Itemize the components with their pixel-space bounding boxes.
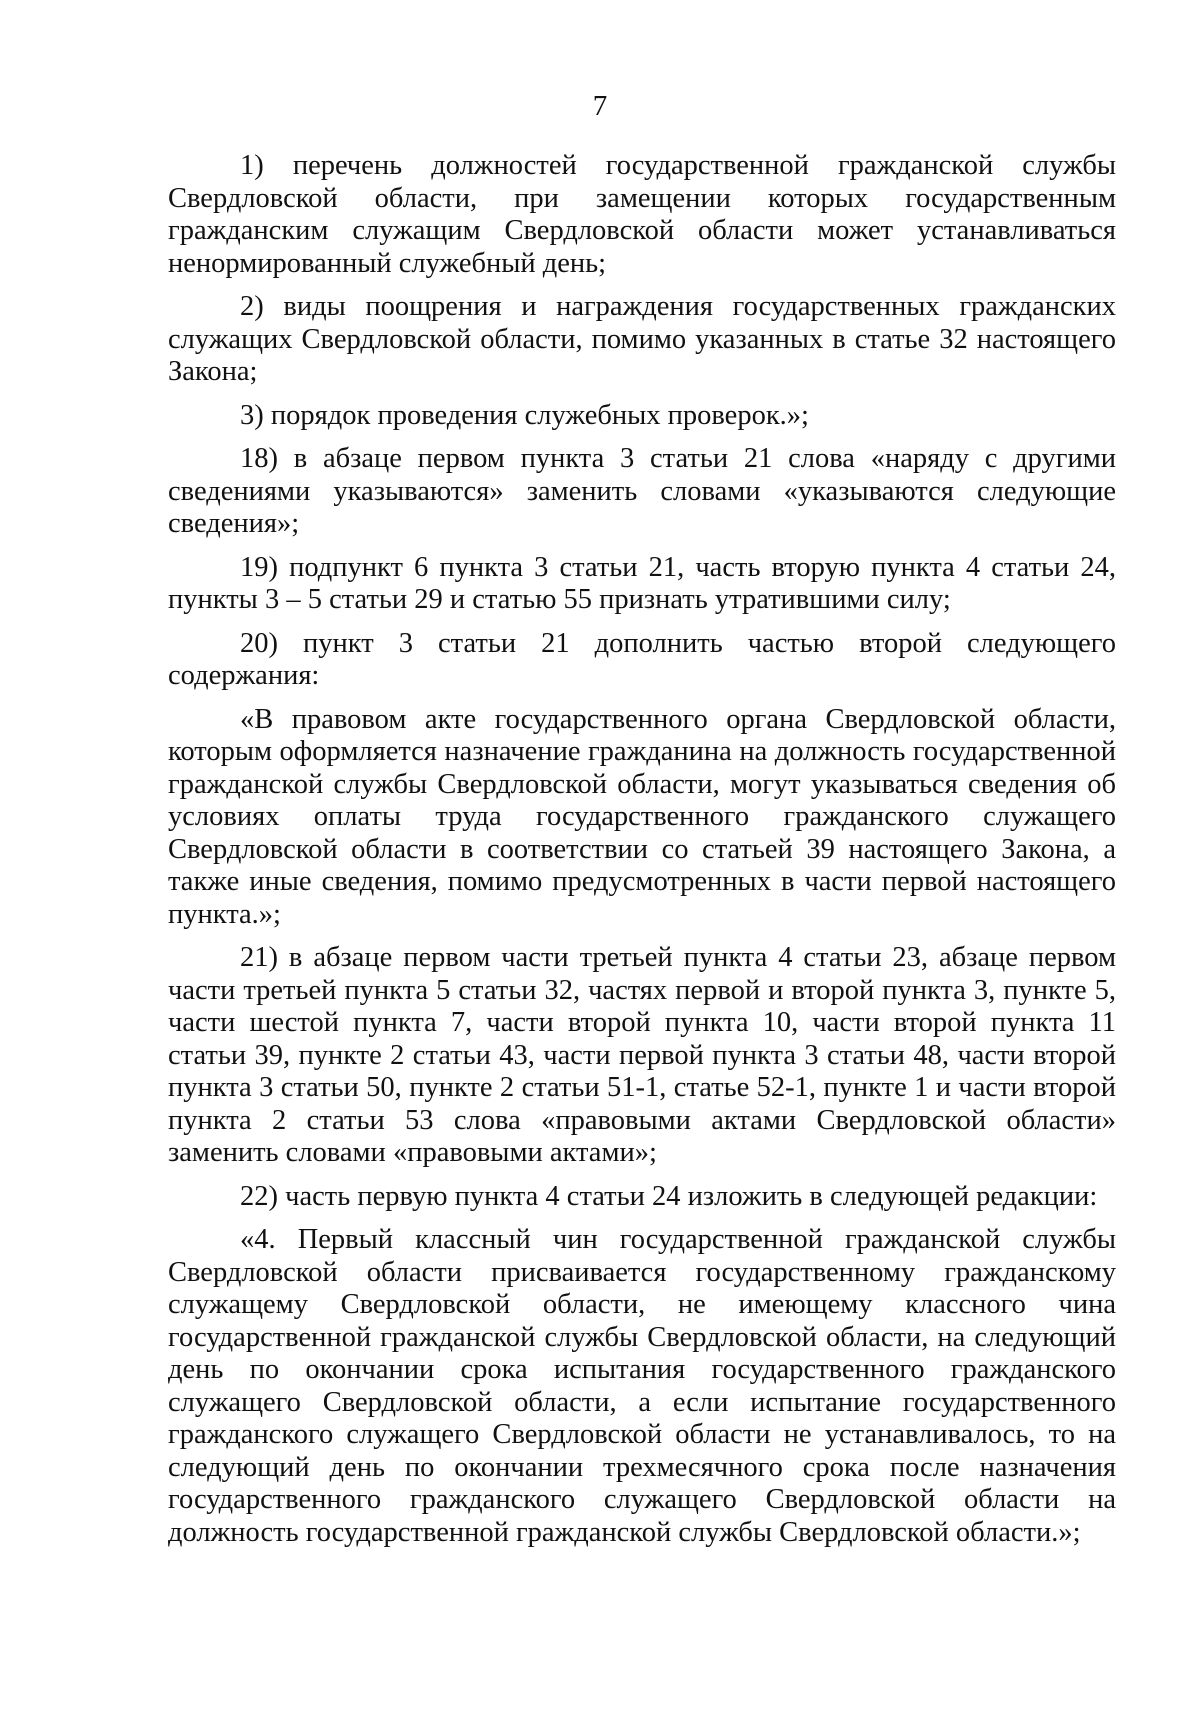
document-body (168, 150, 1116, 1560)
paragraph-item-2: 2) виды поощрения и награждения государственных гражданских служащих Свердловской области, помимо указанных в статье 32 настоящего Закона; (168, 291, 1116, 387)
paragraph-item-21: 21) в абзаце первом части третьей пункта 4 статьи 23, абзаце первом части третьей пункта 5 статьи 32, частях первой и второй пункта 3, пункте 5, части шестой пункта 7, части второй пункта 10, части второй пункта 11 статьи 39, пункте 2 статьи 43, части первой пункта 3 статьи 48, части второй пункта 3 статьи 50, пункте 2 статьи 51-1, статье 52-1, пункте 1 и части второй пункта 2 статьи 53 слова «правовыми актами Свердловской области» заменить словами «правовыми актами»; (168, 942, 1116, 1168)
paragraph-item-3: 3) порядок проведения служебных проверок.»; (240, 399, 809, 431)
quoted-amendment-20: «В правовом акте государственного органа Свердловской области, которым оформляется назначение гражданина на должность государственной гражданской службы Свердловской области, могут указываться сведения об условиях оплаты труда государственного гражданского служащего Свердловской области в соответствии со статьей 39 настоящего Закона, а также иные сведения, помимо предусмотренных в части первой настоящего пункта.»; (168, 703, 1116, 930)
page-number: 7 (592, 90, 608, 122)
paragraph-item-22: 22) часть первую пункта 4 статьи 24 изложить в следующей редакции: (240, 1180, 1098, 1212)
paragraph-item-18: 18) в абзаце первом пункта 3 статьи 21 слова «наряду с другими сведениями указываются» заменить словами «указываются следующие сведения»; (168, 443, 1116, 539)
quoted-amendment-22: «4. Первый классный чин государственной гражданской службы Свердловской области присваивается государственному гражданскому служащему Свердловской области, не имеющему классного чина государственной гражданской службы Свердловской области, на следующий день по окончании срока испытания государственного гражданского служащего Свердловской области, а если испытание государственного гражданского служащего Свердловской области не устанавливалось, то на следующий день по окончании трехмесячного срока после назначения государственного гражданского служащего Свердловской области на должность государственной гражданской службы Свердловской области.»; (168, 1224, 1116, 1548)
paragraph-item-1: 1) перечень должностей государственной гражданской службы Свердловской области, при замещении которых государственным гражданским служащим Свердловской области может устанавливаться ненормированный служебный день; (168, 150, 1116, 279)
paragraph-item-20: 20) пункт 3 статьи 21 дополнить частью второй следующего содержания: (168, 627, 1116, 691)
paragraph-item-19: 19) подпункт 6 пункта 3 статьи 21, часть вторую пункта 4 статьи 24, пункты 3 – 5 статьи 29 и статью 55 признать утратившими силу; (168, 551, 1116, 615)
